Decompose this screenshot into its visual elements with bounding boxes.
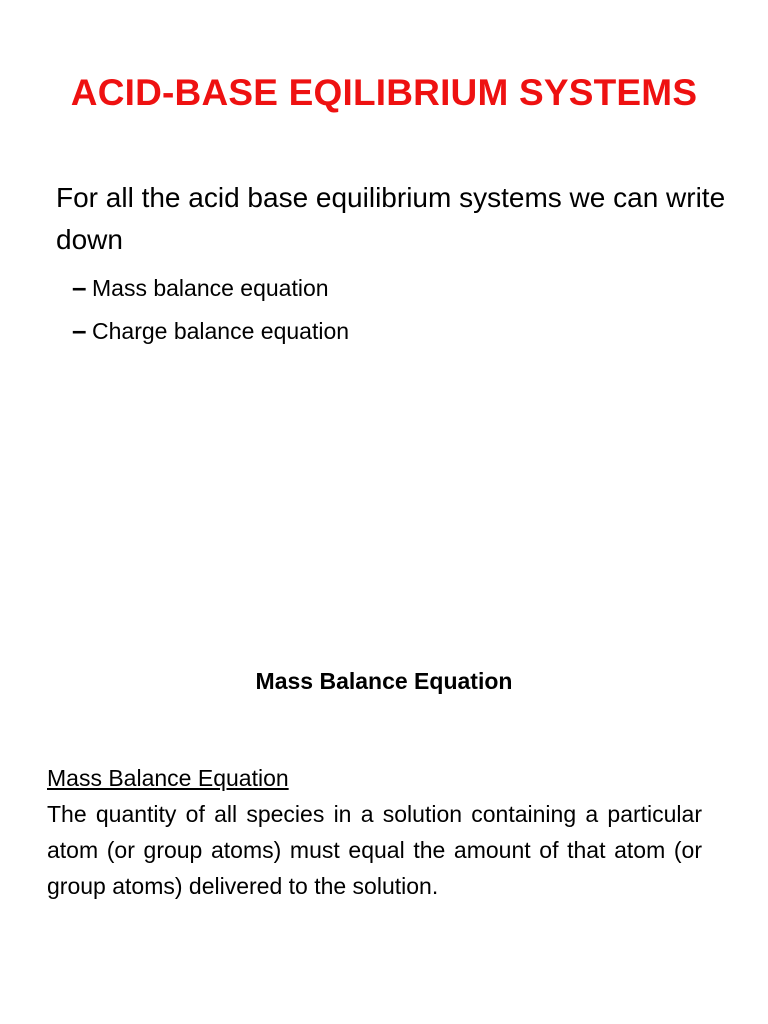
section-heading: Mass Balance Equation	[255, 668, 513, 694]
bullet-text: Mass balance equation	[92, 275, 329, 301]
slide-intro-text: For all the acid base equilibrium systems we can write down	[56, 182, 726, 255]
bullet-item	[72, 309, 349, 352]
slide-title: ACID-BASE EQILIBRIUM SYSTEMS	[70, 72, 698, 113]
bullet-item	[72, 266, 349, 309]
bullet-list	[72, 266, 349, 352]
dash-bullet-icon: –	[72, 315, 87, 345]
definition-title: Mass Balance Equation	[47, 765, 289, 791]
dash-bullet-icon: –	[72, 272, 87, 302]
definition-block	[47, 760, 702, 904]
definition-body: The quantity of all species in a solution containing a particular atom (or group atoms) must equal the amount of that atom (or group atoms) delivered to the solution.	[47, 801, 702, 899]
bullet-text: Charge balance equation	[92, 318, 350, 344]
